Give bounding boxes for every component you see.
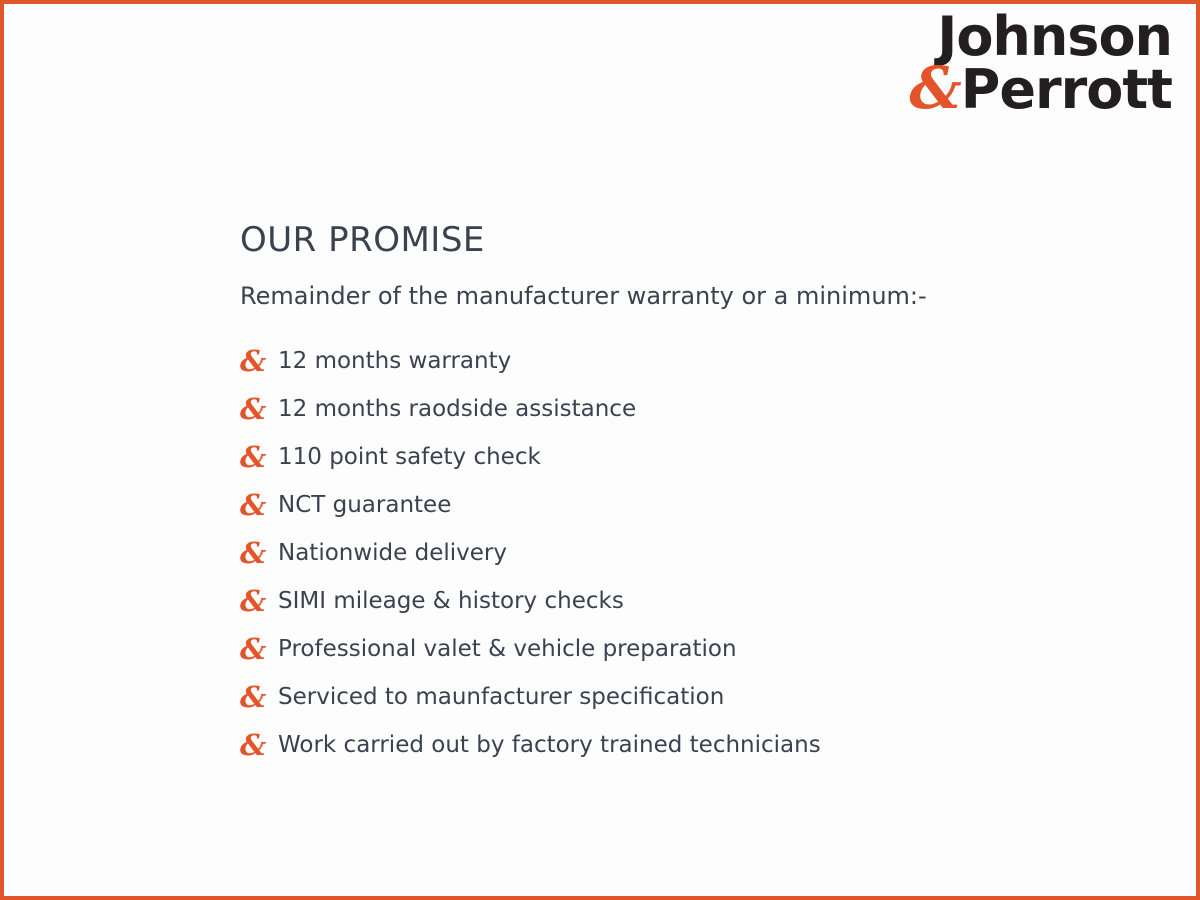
promise-list	[240, 344, 1196, 762]
list-item	[240, 728, 1196, 762]
list-item	[240, 680, 1196, 714]
header-band	[4, 4, 1196, 140]
list-item-label: NCT guarantee	[278, 492, 452, 518]
ampersand-bullet-icon: &	[240, 535, 267, 570]
list-item	[240, 536, 1196, 570]
page-title: OUR PROMISE	[240, 220, 485, 260]
content-area	[4, 140, 1196, 762]
list-item	[240, 440, 1196, 474]
list-item	[240, 488, 1196, 522]
logo-line-johnson: Johnson	[937, 5, 1172, 68]
ampersand-icon: &	[909, 53, 961, 122]
list-item-label: Nationwide delivery	[278, 540, 507, 566]
list-item	[240, 344, 1196, 378]
ampersand-bullet-icon: &	[240, 343, 267, 378]
page-subtitle: Remainder of the manufacturer warranty or a minimum:-	[240, 282, 927, 310]
ampersand-bullet-icon: &	[240, 679, 267, 714]
ampersand-bullet-icon: &	[240, 583, 267, 618]
ampersand-bullet-icon: &	[240, 391, 267, 426]
list-item-label: Serviced to maunfacturer specification	[278, 684, 725, 710]
list-item-label: 12 months raodside assistance	[278, 396, 637, 422]
company-logo	[909, 5, 1172, 122]
ampersand-bullet-icon: &	[240, 631, 267, 666]
ampersand-bullet-icon: &	[240, 439, 267, 474]
list-item-label: 12 months warranty	[278, 348, 512, 374]
list-item-label: Work carried out by factory trained technicians	[278, 732, 821, 758]
list-item-label: SIMI mileage & history checks	[278, 588, 624, 614]
ampersand-bullet-icon: &	[240, 487, 267, 522]
logo-line-perrott	[909, 53, 1172, 122]
list-item	[240, 392, 1196, 426]
logo-perrott-text: Perrott	[960, 57, 1172, 121]
list-item-label: 110 point safety check	[278, 444, 541, 470]
list-item	[240, 632, 1196, 666]
ampersand-bullet-icon: &	[240, 727, 267, 762]
list-item	[240, 584, 1196, 618]
list-item-label: Professional valet & vehicle preparation	[278, 636, 737, 662]
